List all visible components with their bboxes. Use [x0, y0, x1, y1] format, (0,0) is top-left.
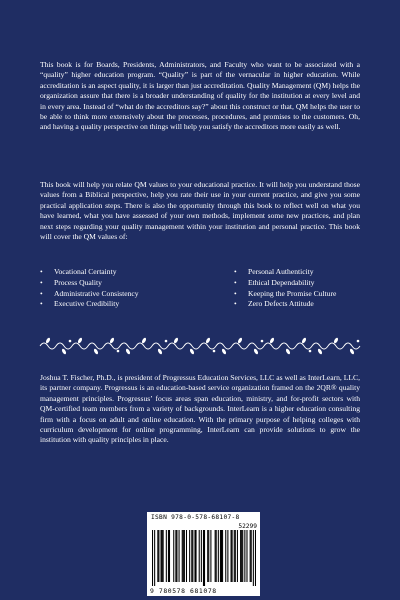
qm-value-label: Process Quality: [54, 277, 102, 287]
qm-value-label: Ethical Dependability: [248, 277, 315, 287]
qm-value-item: [200, 278, 360, 289]
barcode-bars: [152, 530, 256, 586]
bullet-icon: •: [40, 299, 43, 309]
bullet-icon: •: [234, 299, 237, 309]
qm-value-item: [40, 278, 200, 289]
qm-value-label: Administrative Consistency: [54, 288, 139, 298]
qm-value-item: [200, 289, 360, 300]
isbn-label: ISBN 978-0-578-68107-8: [151, 514, 240, 521]
bullet-icon: •: [40, 288, 43, 298]
bullet-icon: •: [234, 267, 237, 276]
bullet-icon: •: [234, 277, 237, 287]
qm-value-label: Executive Credibility: [54, 299, 120, 309]
bullet-icon: •: [40, 267, 43, 276]
qm-value-item: [40, 299, 200, 310]
author-bio-paragraph: Joshua T. Fischer, Ph.D., is president of Progressus Education Services, LLC as well as InterLearn, LLC, its partner company. Progressus is an education-based service organization framed on the 2QR® quality management principles. Progressus’ focus areas span education, ministry, and for-profit sectors with QM-certified team members from a variety of backgrounds. InterLearn is a higher education consulting firm with a focus on adult and online education. With the primary purpose of helping colleges with curriculum development for online programming, InterLearn can provide solutions to grow the institution with quality principles in place.: [40, 373, 360, 445]
qm-value-item: [40, 267, 200, 278]
qm-value-label: Zero Defects Attitude: [248, 299, 314, 309]
price-code: 52299: [238, 523, 257, 530]
intro-paragraph: This book is for Boards, Presidents, Administrators, and Faculty who want to be associated with a “quality” higher education program. “Quality” is part of the vernacular in higher education. While accreditation is an aspect quality, it is larger than just accreditation. Quality Management (QM) helps the organization assure that there is a broader understanding of quality for the institution at every level and in every area. Instead of “what do the accreditors say?” about this construct or that, QM helps the user to be able to think more extensively about the processes, procedures, and promises to the customers. Oh, and having a quality perspective on things will help you satisfy the accreditors more easily as well.: [40, 60, 360, 132]
floral-vine-ornament-icon: [36, 336, 364, 356]
barcode-digits: 9 780578 681078: [150, 587, 217, 595]
bullet-icon: •: [40, 277, 43, 287]
qm-values-list: [40, 267, 360, 310]
qm-value-item: [40, 289, 200, 300]
practice-paragraph: This book will help you relate QM values to your educational practice. It will help you understand those values from a Biblical perspective, help you rate their use in your current practice, and give you some practical application steps. There is also the opportunity through this book to reflect well on what you have learned, what you have assessed of your own methods, implement some new practices, and plan next steps regarding your quality management within your institution and personal practice. This book will cover the QM values of:: [40, 180, 360, 242]
bullet-icon: •: [234, 288, 237, 298]
qm-value-item: [200, 299, 360, 310]
qm-value-label: Keeping the Promise Culture: [248, 288, 337, 298]
qm-value-label: Vocational Certainty: [54, 267, 117, 276]
qm-value-item: [200, 267, 360, 278]
qm-value-label: Personal Authenticity: [248, 267, 314, 276]
isbn-barcode: [147, 512, 260, 596]
